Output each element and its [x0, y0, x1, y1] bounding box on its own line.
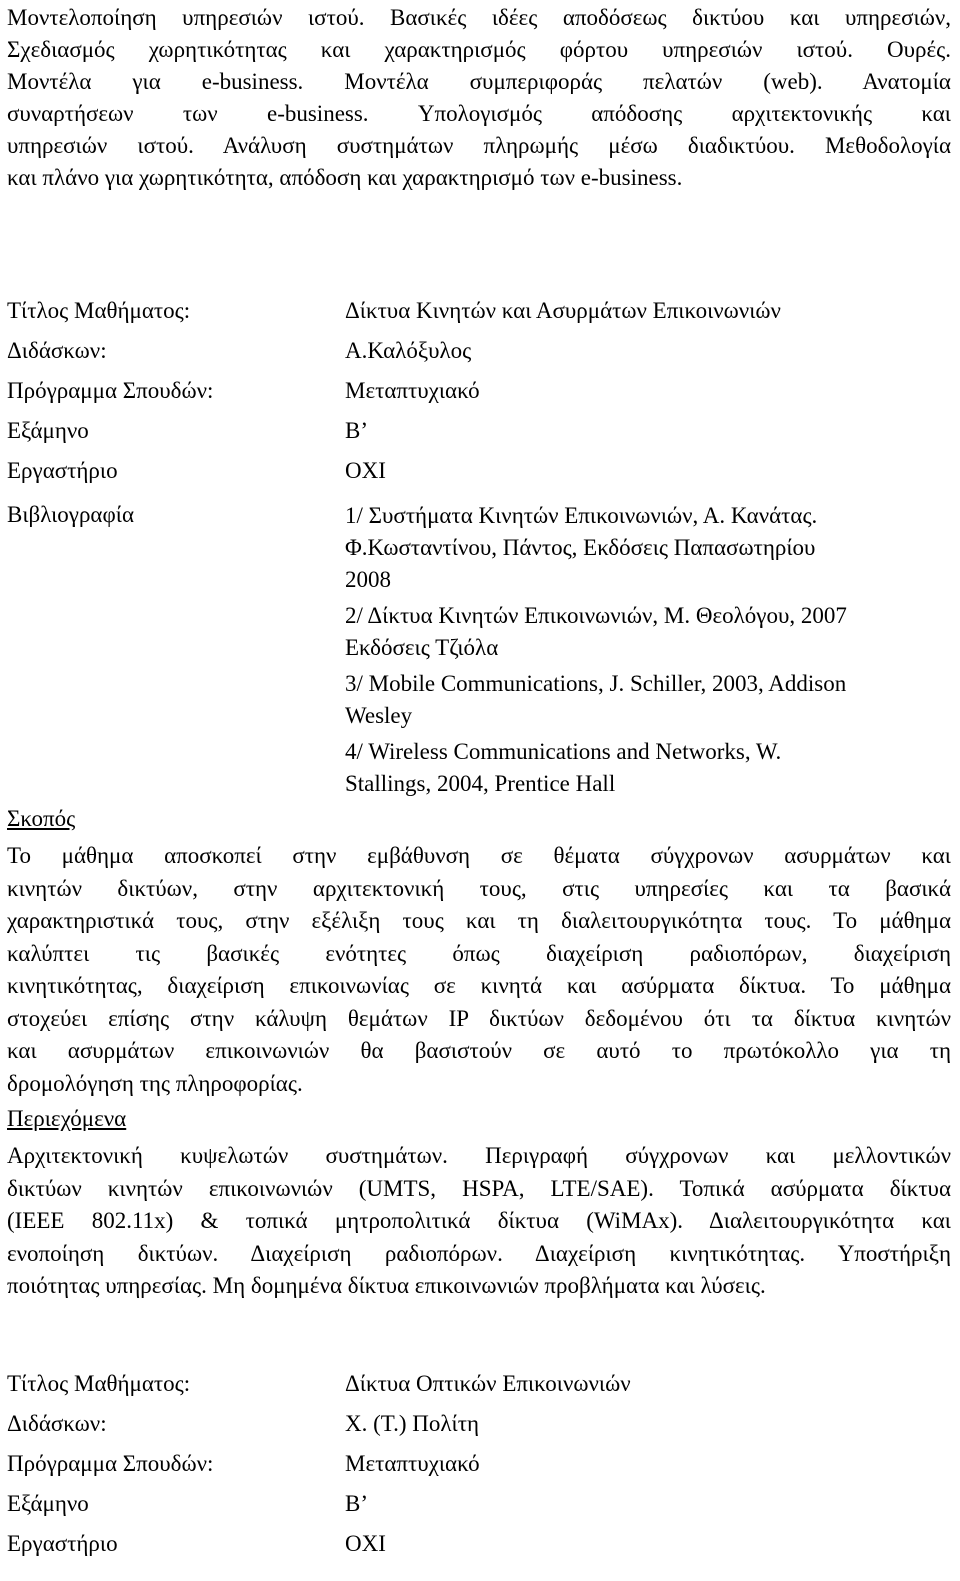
field-label: Πρόγραμμα Σπουδών: — [7, 378, 214, 403]
bibliography-item — [345, 600, 945, 664]
contents-line: δικτύων κινητών επικοινωνιών (UMTS, HSPA, LTE/SAE). Τοπικά ασύρματα δίκτυα — [7, 1175, 951, 1201]
field-label: Βιβλιογραφία — [7, 502, 134, 527]
field-label: Εξάμηνο — [7, 418, 89, 443]
intro-paragraph — [7, 2, 951, 194]
course2-instructor: Χ. (Τ.) Πολίτη — [345, 1411, 479, 1436]
scope-line: στοχεύει επίσης στην κάλυψη θεμάτων IP δικτύων δεδομένου ότι τα δίκτυα κινητών — [7, 1005, 951, 1031]
bibliography-line: 4/ Wireless Communications and Networks, W. — [345, 739, 782, 764]
intro-line: και πλάνο για χωρητικότητα, απόδοση και χαρακτηρισμό των e-business. — [7, 165, 683, 190]
course2-title-row — [7, 1371, 951, 1411]
bibliography-line: 1/ Συστήματα Κινητών Επικοινωνιών, Α. Κανάτας. — [345, 503, 818, 528]
scope-heading: Σκοπός — [7, 806, 76, 831]
course1-title-row — [7, 298, 951, 338]
scope-line: Το μάθημα αποσκοπεί στην εμβάθυνση σε θέματα σύγχρονων ασυρμάτων και — [7, 843, 951, 868]
intro-line: υπηρεσιών ιστού. Ανάλυση συστημάτων πληρωμής μέσω διαδικτύου. Μεθοδολογία — [7, 133, 951, 158]
intro-line: Μοντέλα για e-business. Μοντέλα συμπεριφοράς πελατών (web). Ανατομία — [7, 69, 951, 94]
intro-line: Σχεδιασμός χωρητικότητας και χαρακτηρισμός φόρτου υπηρεσιών ιστού. Ουρές. — [7, 37, 951, 62]
scope-line: καλύπτει τις βασικές ενότητες όπως διαχείριση ραδιοπόρων, διαχείριση — [7, 940, 951, 966]
contents-line: ποιότητας υπηρεσίας. Μη δομημένα δίκτυα επικοινωνιών προβλήματα και λύσεις. — [7, 1273, 766, 1298]
course2-semester: Β’ — [345, 1491, 368, 1516]
field-label: Εξάμηνο — [7, 1491, 89, 1516]
course2-instructor-row — [7, 1411, 951, 1451]
scope-line: χαρακτηριστικά τους, στην εξέλιξη τους και τη διαλειτουργικότητα τους. Το μάθημα — [7, 908, 951, 933]
bibliography-line: Φ.Κωσταντίνου, Πάντος, Εκδόσεις Παπασωτηρίου — [345, 535, 816, 560]
bibliography-item — [345, 736, 945, 800]
course1-instructor-row — [7, 338, 951, 378]
field-label: Εργαστήριο — [7, 458, 118, 483]
scope-line: κινητών δικτύων, στην αρχιτεκτονική τους, στις υπηρεσίες και τα βασικά — [7, 875, 951, 901]
course2-title: Δίκτυα Οπτικών Επικοινωνιών — [345, 1371, 631, 1396]
field-label: Εργαστήριο — [7, 1531, 118, 1556]
intro-line: συναρτήσεων των e-business. Υπολογισμός απόδοσης αρχιτεκτονικής και — [7, 101, 951, 126]
course1-semester-row — [7, 418, 951, 458]
contents-heading: Περιεχόμενα — [7, 1106, 127, 1131]
scope-line: κινητικότητας, διαχείριση επικοινωνίας σε κινητά και ασύρματα δίκτυα. Το μάθημα — [7, 973, 951, 998]
course1-title: Δίκτυα Κινητών και Ασυρμάτων Επικοινωνιών — [345, 298, 781, 323]
bibliography-line: Wesley — [345, 703, 413, 728]
contents-line: Αρχιτεκτονική κυψελωτών συστημάτων. Περιγραφή σύγχρονων και μελλοντικών — [7, 1143, 951, 1168]
scope-line: και ασυρμάτων επικοινωνιών θα βασιστούν σε αυτό το πρωτόκολλο για τη — [7, 1038, 951, 1063]
field-label: Διδάσκων: — [7, 338, 107, 363]
contents-line: (IEEE 802.11x) & τοπικά μητροπολιτικά δίκτυα (WiMAx). Διαλειτουργικότητα και — [7, 1208, 951, 1233]
bibliography-line: 3/ Mobile Communications, J. Schiller, 2003, Addison — [345, 671, 847, 696]
scope-line: δρομολόγηση της πληροφορίας. — [7, 1070, 303, 1096]
bibliography-line: Stallings, 2004, Prentice Hall — [345, 771, 616, 796]
course1-lab-row — [7, 458, 951, 498]
scope-paragraph — [7, 840, 951, 1100]
field-label: Διδάσκων: — [7, 1411, 107, 1436]
contents-line: ενοποίηση δικτύων. Διαχείριση ραδιοπόρων. Διαχείριση κινητικότητας. Υποστήριξη — [7, 1240, 951, 1266]
bibliography-item — [345, 668, 945, 732]
bibliography-item — [345, 500, 945, 596]
bibliography-line: Εκδόσεις Τζιόλα — [345, 635, 499, 660]
course1-program: Μεταπτυχιακό — [345, 378, 480, 403]
field-label: Πρόγραμμα Σπουδών: — [7, 1451, 214, 1476]
course1-instructor: Α.Καλόξυλος — [345, 338, 472, 363]
course1-lab: ΟΧΙ — [345, 458, 386, 483]
bibliography-list — [345, 500, 945, 804]
course2-program: Μεταπτυχιακό — [345, 1451, 480, 1476]
course1-semester: Β’ — [345, 418, 368, 443]
field-label: Τίτλος Μαθήματος: — [7, 298, 191, 323]
bibliography-line: 2/ Δίκτυα Κινητών Επικοινωνιών, Μ. Θεολόγου, 2007 — [345, 603, 847, 628]
field-label: Τίτλος Μαθήματος: — [7, 1371, 191, 1396]
bibliography-line: 2008 — [345, 567, 391, 592]
course2-semester-row — [7, 1491, 951, 1531]
course2-lab-row — [7, 1531, 951, 1571]
course2-lab: ΟΧΙ — [345, 1531, 386, 1556]
course2-program-row — [7, 1451, 951, 1491]
course1-program-row — [7, 378, 951, 418]
contents-paragraph — [7, 1140, 951, 1303]
intro-line: Μοντελοποίηση υπηρεσιών ιστού. Βασικές ιδέες αποδόσεως δικτύου και υπηρεσιών, — [7, 5, 951, 30]
